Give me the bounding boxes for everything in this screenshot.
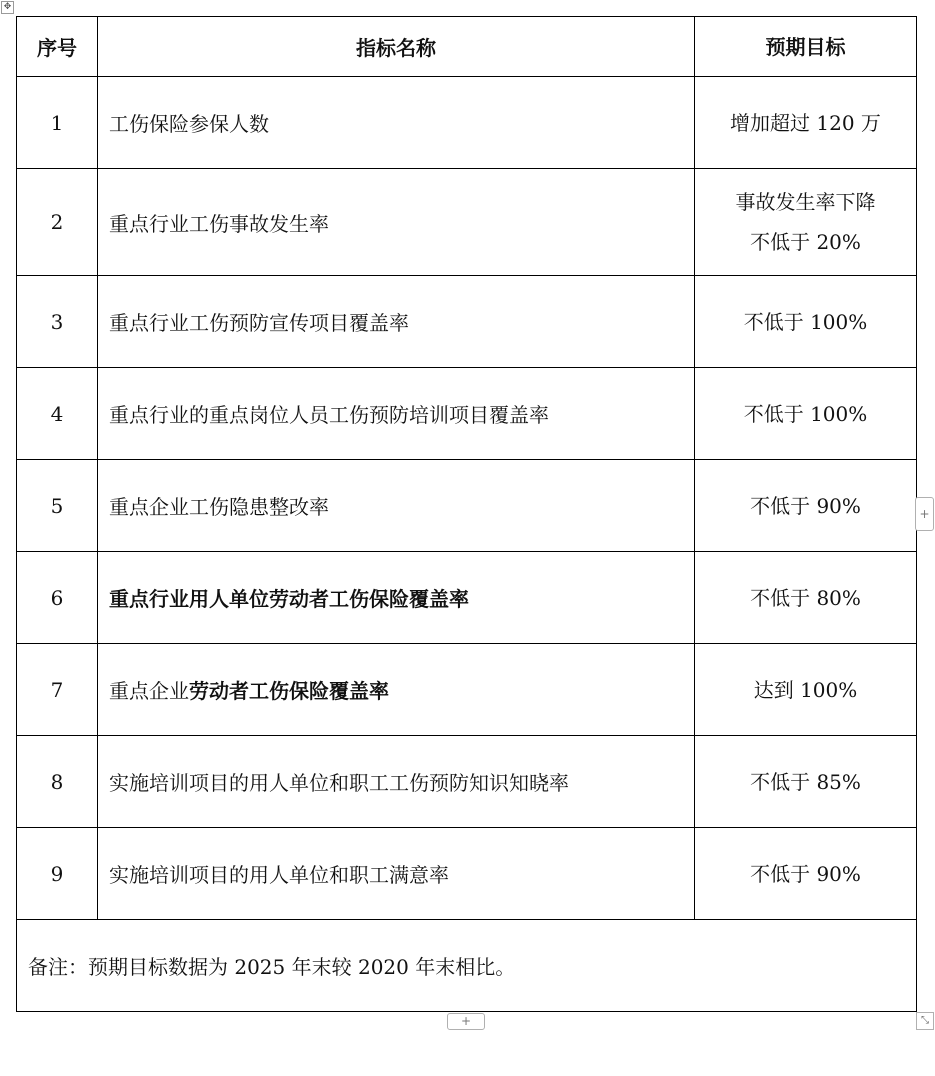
row-target-line: 不低于 20% <box>750 230 861 254</box>
row-target: 不低于 80% <box>695 552 917 644</box>
table-row <box>17 368 917 460</box>
row-number: 1 <box>17 77 98 169</box>
row-indicator-plain: 重点企业 <box>109 679 189 703</box>
table-row <box>17 169 917 276</box>
add-column-button[interactable]: + <box>915 497 934 531</box>
row-target: 达到 100% <box>695 644 917 736</box>
table-row <box>17 552 917 644</box>
row-target: 不低于 100% <box>695 368 917 460</box>
add-row-button[interactable]: + <box>447 1013 485 1030</box>
row-target: 不低于 100% <box>695 276 917 368</box>
note-row <box>17 920 917 1012</box>
row-indicator: 重点行业工伤事故发生率 <box>98 169 695 276</box>
row-number: 6 <box>17 552 98 644</box>
row-target: 不低于 90% <box>695 828 917 920</box>
header-indicator-name: 指标名称 <box>98 17 695 77</box>
table-row <box>17 644 917 736</box>
table-row <box>17 828 917 920</box>
table-move-handle[interactable]: ✥ <box>1 1 14 14</box>
row-indicator: 重点企业工伤隐患整改率 <box>98 460 695 552</box>
row-target <box>695 169 917 276</box>
row-indicator-bold: 劳动者工伤保险覆盖率 <box>189 679 389 703</box>
table-header-row <box>17 17 917 77</box>
table-resize-handle[interactable]: ⤡ <box>916 1012 934 1030</box>
table-row <box>17 77 917 169</box>
table-row <box>17 460 917 552</box>
row-target: 不低于 90% <box>695 460 917 552</box>
indicator-table <box>16 16 917 1012</box>
row-number: 8 <box>17 736 98 828</box>
row-indicator <box>98 644 695 736</box>
row-indicator: 工伤保险参保人数 <box>98 77 695 169</box>
row-indicator: 实施培训项目的用人单位和职工满意率 <box>98 828 695 920</box>
row-number: 3 <box>17 276 98 368</box>
row-indicator: 实施培训项目的用人单位和职工工伤预防知识知晓率 <box>98 736 695 828</box>
row-target: 增加超过 120 万 <box>695 77 917 169</box>
row-number: 9 <box>17 828 98 920</box>
row-number: 5 <box>17 460 98 552</box>
table-row <box>17 276 917 368</box>
row-target: 不低于 85% <box>695 736 917 828</box>
header-target: 预期目标 <box>695 17 917 77</box>
row-number: 2 <box>17 169 98 276</box>
row-number: 7 <box>17 644 98 736</box>
row-indicator: 重点行业的重点岗位人员工伤预防培训项目覆盖率 <box>98 368 695 460</box>
row-indicator: 重点行业用人单位劳动者工伤保险覆盖率 <box>98 552 695 644</box>
row-target-line: 事故发生率下降 <box>735 190 876 214</box>
row-indicator: 重点行业工伤预防宣传项目覆盖率 <box>98 276 695 368</box>
table-row <box>17 736 917 828</box>
row-number: 4 <box>17 368 98 460</box>
header-number: 序号 <box>17 17 98 77</box>
table-note: 备注：预期目标数据为 2025 年末较 2020 年末相比。 <box>17 920 917 1012</box>
